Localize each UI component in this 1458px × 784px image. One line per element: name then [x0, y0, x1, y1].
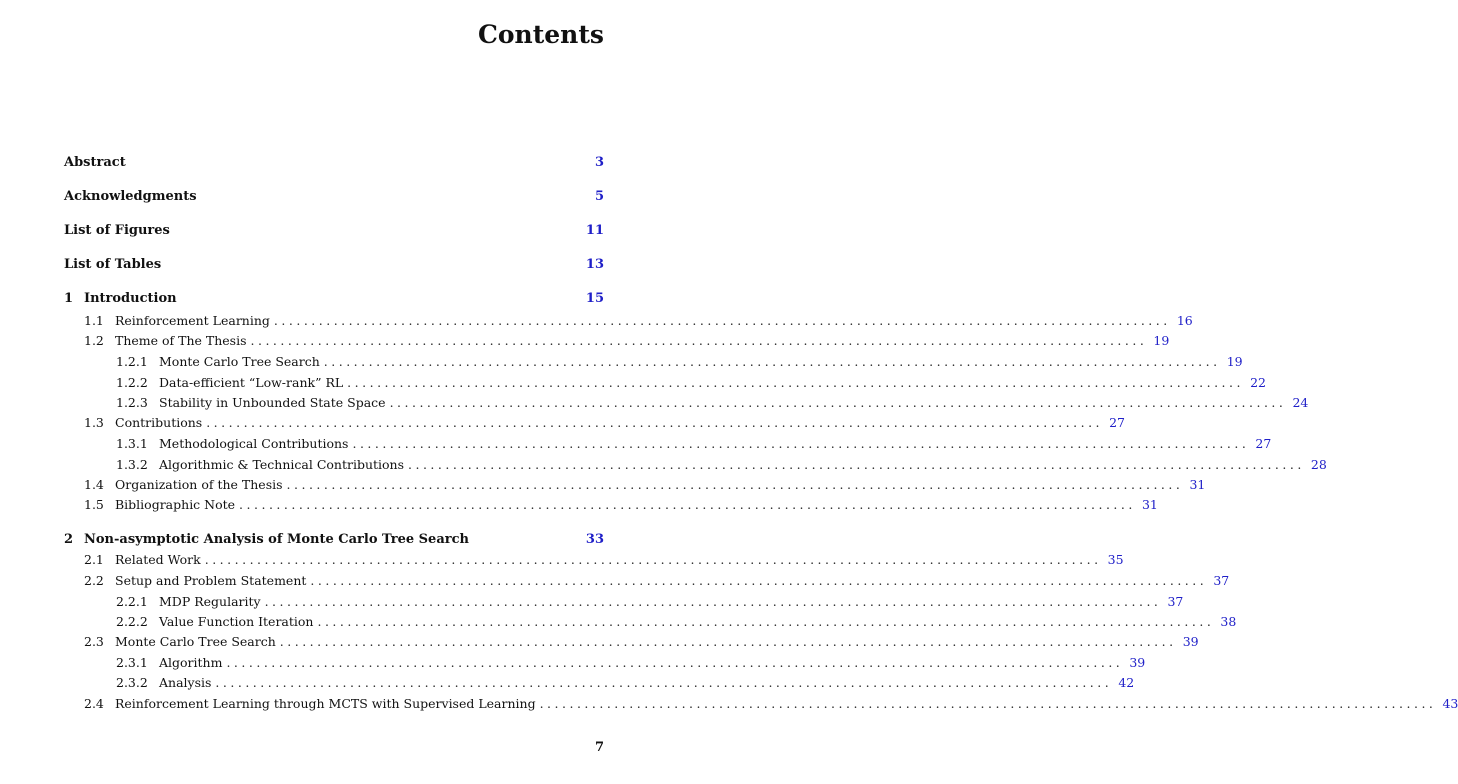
toc-entry[interactable]: [0, 373, 1266, 393]
toc-entry-number: 2.2.2: [116, 614, 148, 629]
dot-leader: ........................................................................................................................: [226, 655, 1124, 670]
toc-entry-page-link[interactable]: 15: [585, 291, 604, 306]
toc-entry-title: Monte Carlo Tree Search: [115, 632, 280, 652]
toc-entry-number: 1: [64, 291, 74, 306]
toc-entry[interactable]: [0, 289, 664, 309]
toc-entry[interactable]: [0, 612, 1237, 632]
toc-entry-number: 1.1: [84, 313, 104, 328]
page-title: Contents: [477, 20, 604, 49]
dot-leader: ........................................................................................................................: [215, 675, 1113, 690]
toc-entry-page-link[interactable]: 31: [1189, 477, 1206, 492]
dot-leader: ........................................................................................................................: [286, 477, 1184, 492]
toc-entry-page-link[interactable]: 37: [1213, 573, 1230, 588]
toc-entry[interactable]: [0, 434, 1272, 454]
dot-leader: ........................................................................................................................: [279, 634, 1177, 649]
toc-entry-title: Bibliographic Note: [115, 495, 239, 515]
toc-entry-title: Acknowledgments: [64, 187, 201, 207]
dot-leader: ........................................................................................................................: [250, 333, 1148, 348]
toc-entry-title: Setup and Problem Statement: [115, 571, 310, 591]
toc-entry-title: List of Tables: [64, 255, 165, 275]
toc-entry-title: Contributions: [115, 413, 206, 433]
toc-entry-page-link[interactable]: 22: [1250, 375, 1266, 390]
dot-leader: ........................................................................................................................: [317, 614, 1215, 629]
toc-entry-number: 1.2: [84, 333, 104, 348]
dot-leader: ........................................................................................................................: [206, 415, 1104, 430]
toc-entry[interactable]: [0, 393, 1309, 413]
dot-leader: ........................................................................................................................: [239, 497, 1136, 512]
toc-entry[interactable]: [0, 255, 664, 275]
toc-entry-page-link[interactable]: 3: [594, 155, 604, 170]
toc-entry-title: Algorithmic & Technical Contributions: [159, 455, 408, 475]
toc-entry-page-link[interactable]: 39: [1182, 634, 1199, 649]
toc-entry-title: Organization of the Thesis: [115, 475, 287, 495]
toc-entry[interactable]: [0, 153, 664, 173]
toc-entry-number: 2.4: [84, 696, 104, 711]
toc-entry[interactable]: [0, 653, 1146, 673]
toc-entry-title: Reinforcement Learning: [115, 311, 274, 331]
toc-entry-title: Data-efficient “Low-rank” RL: [159, 373, 347, 393]
toc-entry-page-link[interactable]: 19: [1226, 354, 1243, 369]
toc-entry-number: 1.5: [84, 497, 104, 512]
toc-entry-page-link[interactable]: 24: [1292, 395, 1309, 410]
toc-entry-number: 1.4: [84, 477, 104, 492]
toc-entry-number: 2: [64, 532, 74, 547]
toc-entry-page-link[interactable]: 13: [585, 257, 604, 272]
toc-entry-page-link[interactable]: 39: [1129, 655, 1146, 670]
toc-entry[interactable]: [0, 331, 1170, 351]
toc-entry[interactable]: [0, 571, 1230, 591]
toc-entry-page-link[interactable]: 28: [1310, 457, 1327, 472]
toc-entry[interactable]: [0, 495, 1158, 515]
dot-leader: ........................................................................................................................: [539, 696, 1437, 711]
dot-leader: ........................................................................................................................: [352, 436, 1250, 451]
toc-entry[interactable]: [0, 352, 1243, 372]
toc-entry-title: MDP Regularity: [159, 592, 265, 612]
toc-entry-number: 2.3: [84, 634, 104, 649]
toc-entry-number: 2.2.1: [116, 594, 148, 609]
toc-entry-page-link[interactable]: 5: [594, 189, 604, 204]
toc-entry[interactable]: [0, 550, 1124, 570]
toc-entry-title: Abstract: [64, 153, 130, 173]
toc-entry-title: Related Work: [115, 550, 205, 570]
dot-leader: ........................................................................................................................: [347, 375, 1244, 390]
toc-entry-title: Non-asymptotic Analysis of Monte Carlo Tree Search: [84, 530, 473, 550]
toc-entry-page-link[interactable]: 37: [1167, 594, 1184, 609]
dot-leader: ........................................................................................................................: [273, 313, 1171, 328]
toc-entry-page-link[interactable]: 27: [1109, 415, 1126, 430]
page-number-footer: 7: [594, 740, 604, 755]
toc-entry[interactable]: [0, 187, 664, 207]
dot-leader: ........................................................................................................................: [310, 573, 1208, 588]
toc-entry-page-link[interactable]: 11: [585, 223, 604, 238]
toc-entry-number: 1.3: [84, 415, 104, 430]
toc-entry[interactable]: [0, 413, 1126, 433]
toc-entry-number: 1.3.2: [116, 457, 148, 472]
toc-entry[interactable]: [0, 632, 1199, 652]
toc-entry-title: Monte Carlo Tree Search: [159, 352, 324, 372]
toc-entry-page-link[interactable]: 33: [585, 532, 604, 547]
toc-entry-number: 1.3.1: [116, 436, 148, 451]
toc-entry[interactable]: [0, 592, 1184, 612]
dot-leader: ........................................................................................................................: [264, 594, 1162, 609]
toc-entry-title: Reinforcement Learning through MCTS with Supervised Learning: [115, 694, 540, 714]
dot-leader: ........................................................................................................................: [323, 354, 1221, 369]
toc-entry-title: Theme of The Thesis: [115, 331, 251, 351]
toc-entry-page-link[interactable]: 42: [1118, 675, 1135, 690]
toc-entry-page-link[interactable]: 43: [1442, 696, 1458, 711]
toc-entry-title: Value Function Iteration: [159, 612, 317, 632]
toc-entry-title: Methodological Contributions: [159, 434, 352, 454]
toc-entry[interactable]: [0, 455, 1327, 475]
toc-entry-number: 2.2: [84, 573, 104, 588]
dot-leader: ........................................................................................................................: [389, 395, 1287, 410]
toc-entry-number: 2.3.2: [116, 675, 148, 690]
toc-entry-title: Algorithm: [159, 653, 226, 673]
toc-entry[interactable]: [0, 694, 1458, 714]
toc-entry-number: 2.1: [84, 552, 104, 567]
dot-leader: ........................................................................................................................: [204, 552, 1102, 567]
toc-entry-number: 2.3.1: [116, 655, 148, 670]
toc-entry-title: Analysis: [159, 673, 215, 693]
toc-entry-page-link[interactable]: 38: [1220, 614, 1237, 629]
toc-entry-page-link[interactable]: 19: [1153, 333, 1170, 348]
toc-entry[interactable]: [0, 530, 664, 550]
dot-leader: ........................................................................................................................: [408, 457, 1305, 472]
toc-entry-page-link[interactable]: 35: [1107, 552, 1124, 567]
toc-entry-page-link[interactable]: 16: [1176, 313, 1193, 328]
toc-entry-page-link[interactable]: 27: [1255, 436, 1272, 451]
toc-entry-number: 1.2.1: [116, 354, 148, 369]
toc-entry[interactable]: [0, 475, 1206, 495]
toc-entry-number: 1.2.3: [116, 395, 148, 410]
toc-entry-number: 1.2.2: [116, 375, 148, 390]
toc-entry-title: Stability in Unbounded State Space: [159, 393, 390, 413]
toc-entry-page-link[interactable]: 31: [1141, 497, 1158, 512]
toc-entry[interactable]: [0, 221, 664, 241]
toc-entry-title: Introduction: [84, 289, 181, 309]
toc-entry-title: List of Figures: [64, 221, 174, 241]
toc-entry[interactable]: [0, 673, 1135, 693]
toc-entry[interactable]: [0, 311, 1193, 331]
